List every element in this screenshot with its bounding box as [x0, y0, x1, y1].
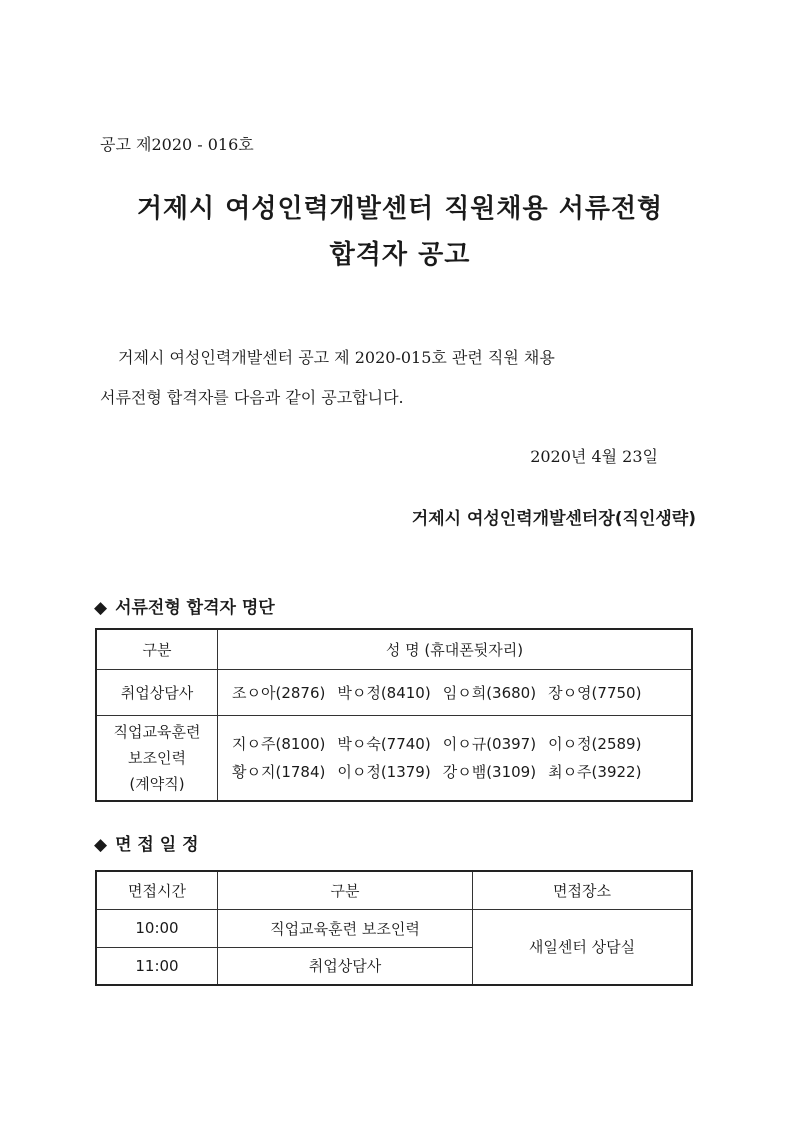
header-names: 성 명 (휴대폰뒷자리): [218, 629, 693, 669]
applicant-name: 이ㅇ정(2589): [548, 734, 642, 753]
section-heading-text: 서류전형 합격자 명단: [115, 598, 275, 618]
announcement-date: 2020년 4월 23일: [530, 447, 658, 466]
names-cell: [218, 715, 693, 801]
table-row: [96, 669, 692, 715]
applicant-name: 지ㅇ주(8100): [232, 734, 326, 753]
table-header-row: [96, 629, 692, 669]
category-line: 보조인력: [128, 748, 186, 767]
applicant-name: 이ㅇ규(0397): [442, 734, 537, 753]
category-cell: 취업상담사: [218, 947, 473, 985]
interview-schedule-table: [95, 870, 693, 986]
applicant-name: 강ㅇ뱀(3109): [442, 762, 537, 781]
applicant-name: 박ㅇ숙(7740): [337, 734, 431, 753]
section-heading-interview: [94, 830, 199, 855]
location-cell: 새일센터 상담실: [473, 909, 693, 985]
applicant-name: 장ㅇ영(7750): [548, 683, 642, 702]
applicant-name: 황ㅇ지(1784): [232, 762, 326, 781]
category-cell: [96, 715, 218, 801]
category-cell: 취업상담사: [96, 669, 218, 715]
table-row: [96, 715, 692, 801]
issuer-signature: 거제시 여성인력개발센터장(직인생략): [411, 509, 696, 529]
category-line: 직업교육훈련: [113, 722, 201, 741]
diamond-icon: ◆: [94, 835, 108, 855]
applicant-name: 임ㅇ희(3680): [442, 683, 537, 702]
applicant-name: 최ㅇ주(3922): [548, 762, 642, 781]
page-subtitle: 합격자 공고: [329, 240, 471, 270]
time-cell: 11:00: [96, 947, 218, 985]
applicants-table: [95, 628, 693, 802]
category-cell: 직업교육훈련 보조인력: [218, 909, 473, 947]
header-category: 구분: [96, 629, 218, 669]
header-time: 면접시간: [96, 871, 218, 909]
category-line: (계약직): [129, 774, 185, 793]
applicant-name: 조ㅇ아(2876): [232, 683, 326, 702]
section-heading-applicants: [94, 593, 275, 618]
header-category: 구분: [218, 871, 473, 909]
page-title: 거제시 여성인력개발센터 직원채용 서류전형: [136, 194, 664, 224]
header-location: 면접장소: [473, 871, 693, 909]
applicant-name: 박ㅇ정(8410): [337, 683, 431, 702]
document-number: 공고 제2020 - 016호: [100, 135, 254, 154]
time-cell: 10:00: [96, 909, 218, 947]
names-line: [232, 758, 691, 786]
announcement-paragraph-line2: 서류전형 합격자를 다음과 같이 공고합니다.: [100, 388, 404, 407]
names-cell: [218, 669, 693, 715]
table-header-row: [96, 871, 692, 909]
announcement-paragraph-line1: 거제시 여성인력개발센터 공고 제 2020-015호 관련 직원 채용: [118, 348, 555, 367]
section-heading-text: 면 접 일 정: [115, 835, 199, 855]
applicant-name: 이ㅇ정(1379): [337, 762, 431, 781]
names-line: [232, 730, 691, 758]
diamond-icon: ◆: [94, 598, 108, 618]
table-row: [96, 909, 692, 947]
